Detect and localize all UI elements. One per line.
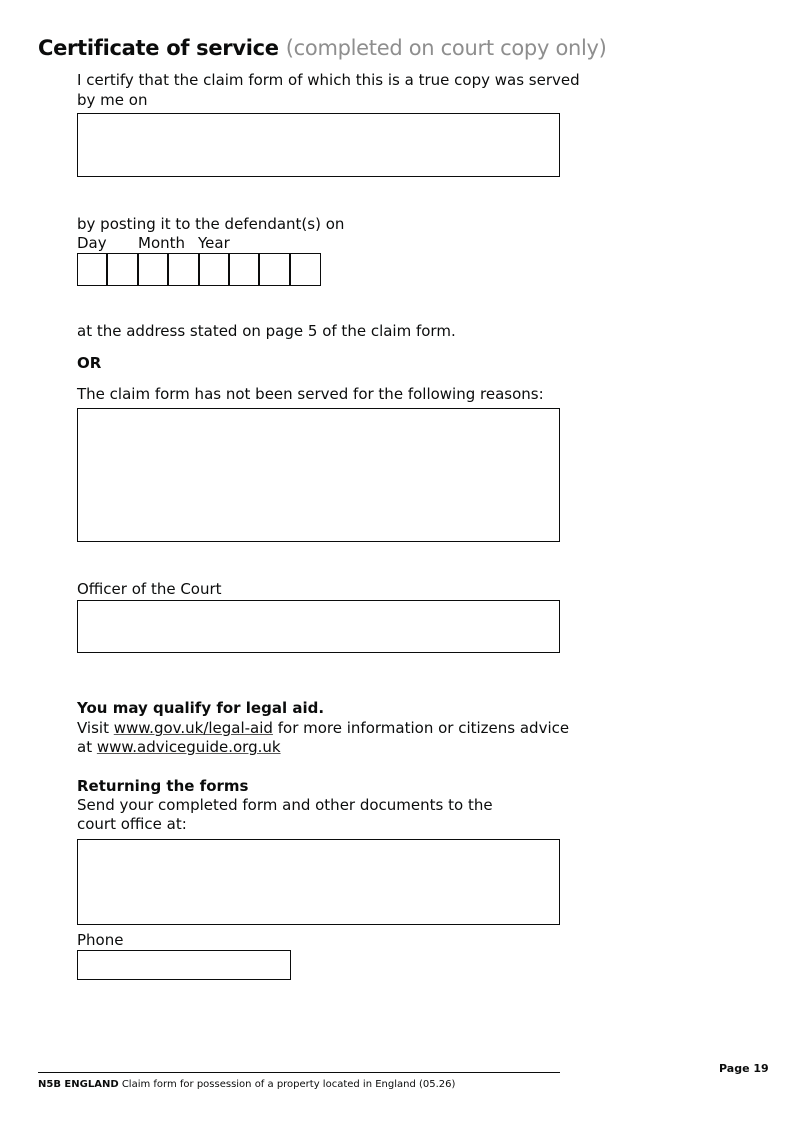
legal-aid-line-2: [77, 738, 281, 758]
not-served-reasons-field[interactable]: [77, 408, 560, 542]
returning-line-2: court office at:: [77, 815, 187, 833]
title-subtitle: (completed on court copy only): [285, 36, 607, 60]
more-info-text: for more information or citizens advice: [277, 719, 570, 737]
day-digit-2[interactable]: [107, 253, 137, 286]
legal-aid-link[interactable]: www.gov.uk/legal-aid: [113, 719, 273, 737]
month-digit-2[interactable]: [168, 253, 198, 286]
footer-divider: [38, 1072, 560, 1073]
visit-text: Visit: [77, 719, 109, 737]
page-title: [38, 34, 607, 62]
served-on-field[interactable]: [77, 113, 560, 177]
year-digit-4[interactable]: [290, 253, 321, 286]
page-number: Page 19: [719, 1062, 769, 1075]
year-digit-2[interactable]: [229, 253, 259, 286]
legal-aid-heading: You may qualify for legal aid.: [77, 699, 325, 717]
form-code: N5B ENGLAND: [38, 1079, 119, 1090]
month-digit-1[interactable]: [138, 253, 168, 286]
returning-heading: Returning the forms: [77, 777, 249, 795]
officer-label: Officer of the Court: [77, 580, 222, 598]
day-digit-1[interactable]: [77, 253, 107, 286]
or-label: OR: [77, 354, 102, 372]
address-statement: at the address stated on page 5 of the claim form.: [77, 322, 456, 340]
officer-field[interactable]: [77, 600, 560, 653]
at-text: at: [77, 738, 93, 756]
posting-label: by posting it to the defendant(s) on: [77, 215, 345, 233]
year-digit-3[interactable]: [259, 253, 289, 286]
certify-line-1: I certify that the claim form of which this is a true copy was served: [77, 71, 580, 89]
date-field: [77, 253, 321, 286]
day-label: Day: [77, 234, 107, 252]
title-main: Certificate of service: [38, 36, 279, 60]
month-label: Month: [138, 234, 186, 252]
footer-text: [38, 1078, 455, 1092]
form-description: Claim form for possession of a property located in England (05.26): [121, 1079, 456, 1090]
certify-line-2: by me on: [77, 91, 148, 109]
court-office-address-field[interactable]: [77, 839, 560, 925]
phone-label: Phone: [77, 931, 124, 949]
year-label: Year: [198, 234, 230, 252]
adviceguide-link[interactable]: www.adviceguide.org.uk: [96, 738, 281, 756]
returning-line-1: Send your completed form and other documents to the: [77, 796, 493, 814]
legal-aid-line-1: [77, 719, 569, 739]
year-digit-1[interactable]: [199, 253, 229, 286]
not-served-label: The claim form has not been served for the following reasons:: [77, 385, 544, 403]
phone-field[interactable]: [77, 950, 291, 980]
